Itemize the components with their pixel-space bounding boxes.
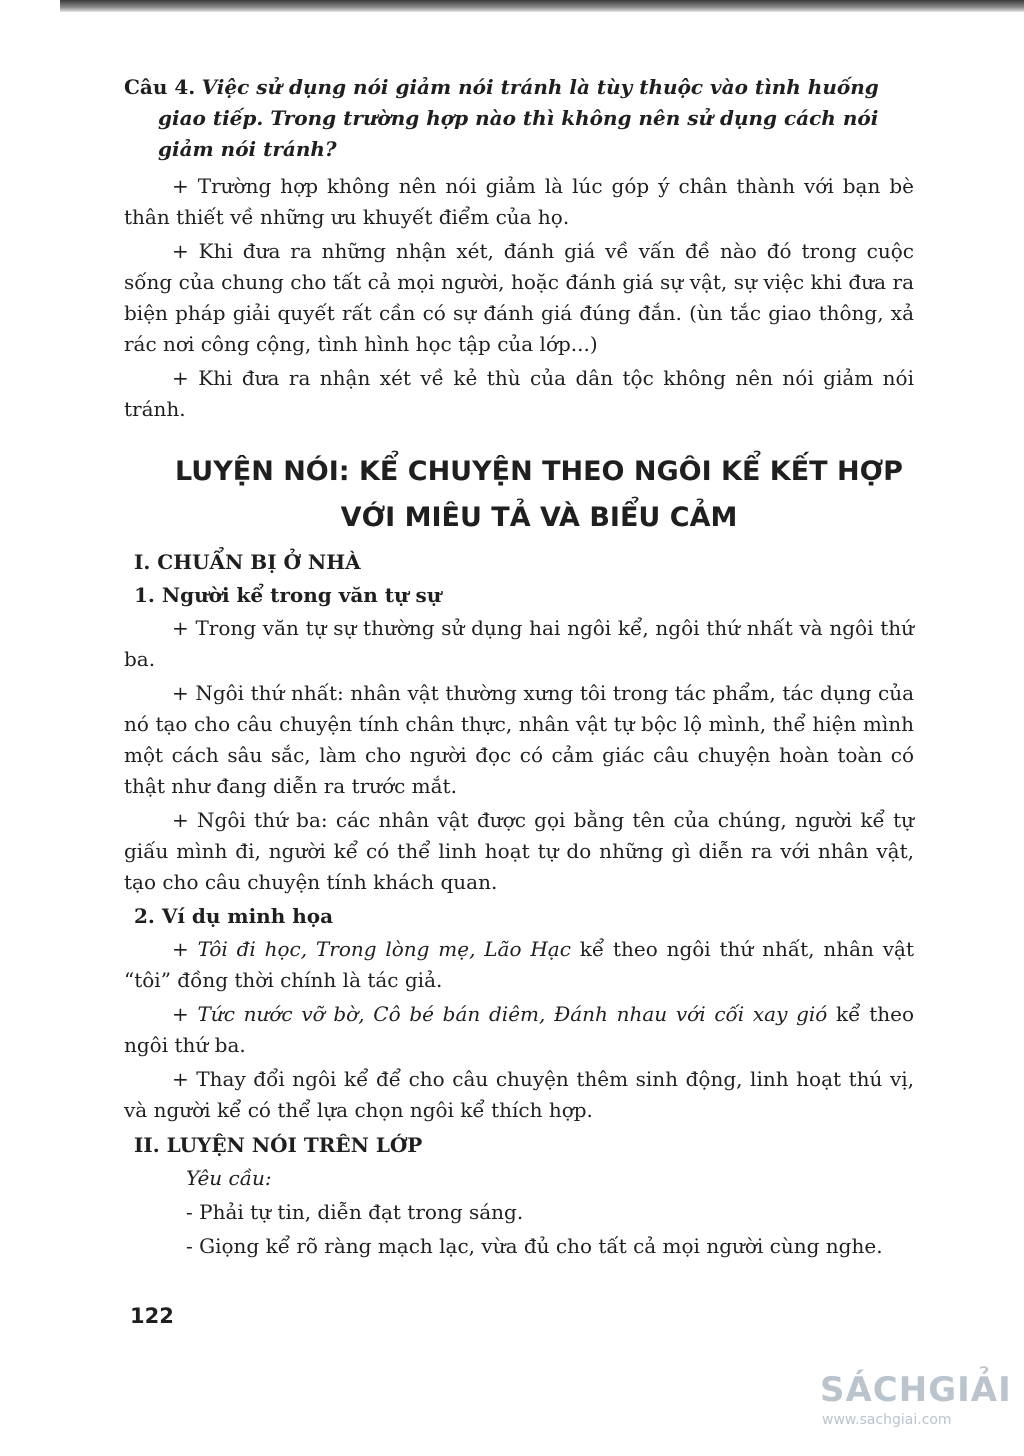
example-item-2 bbox=[124, 999, 914, 1061]
part-2-heading: II. LUYỆN NÓI TRÊN LỚP bbox=[134, 1133, 423, 1157]
section-title-line-1: LUYỆN NÓI: KỂ CHUYỆN THEO NGÔI KỂ KẾT HỢP bbox=[175, 456, 903, 487]
example-1-rest: kể theo ngôi thứ nhất, nhân vật “tôi” đồng thời chính là tác giả. bbox=[124, 937, 914, 992]
page-number: 122 bbox=[130, 1304, 174, 1328]
example-2-rest: kể theo ngôi thứ ba. bbox=[124, 1002, 914, 1057]
example-1-titles: Tôi đi học, Trong lòng mẹ, Lão Hạc bbox=[197, 937, 571, 961]
section-title bbox=[124, 449, 914, 541]
watermark bbox=[820, 1370, 1020, 1450]
example-1-prefix: + bbox=[172, 937, 198, 961]
example-item-3: + Thay đổi ngôi kể để cho câu chuyện thêm sinh động, linh hoạt thú vị, và người kể có thể lựa chọn ngôi kể thích hợp. bbox=[124, 1067, 914, 1122]
page-content bbox=[124, 72, 914, 1265]
part-1-heading: I. CHUẨN BỊ Ở NHÀ bbox=[134, 550, 361, 574]
narrator-item-1: + Trong văn tự sự thường sử dụng hai ngôi kể, ngôi thứ nhất và ngôi thứ ba. bbox=[124, 616, 914, 671]
section-title-line-2: VỚI MIÊU TẢ VÀ BIỂU CẢM bbox=[340, 502, 738, 533]
scan-top-edge bbox=[60, 0, 1024, 12]
question-text: Việc sử dụng nói giảm nói tránh là tùy thuộc vào tình huống giao tiếp. Trong trường hợp nào thì không nên sử dụng cách nói giảm nói tránh? bbox=[158, 75, 879, 161]
requirement-2: - Giọng kể rõ ràng mạch lạc, vừa đủ cho tất cả mọi người cùng nghe. bbox=[186, 1234, 883, 1258]
narrator-item-3: + Ngôi thứ ba: các nhân vật được gọi bằng tên của chúng, người kể tự giấu mình đi, người kể có thể linh hoạt tự do những gì diễn ra với nhân vật, tạo cho câu chuyện tính khách quan. bbox=[124, 808, 914, 894]
answer-1: + Trường hợp không nên nói giảm là lúc góp ý chân thành với bạn bè thân thiết về những ưu khuyết điểm của họ. bbox=[124, 174, 914, 229]
example-2-prefix: + bbox=[172, 1002, 198, 1026]
watermark-brand: SÁCHGIẢI bbox=[820, 1370, 1012, 1410]
requirement-1: - Phải tự tin, diễn đạt trong sáng. bbox=[186, 1200, 524, 1224]
sub-1-heading: 1. Người kể trong văn tự sự bbox=[134, 583, 442, 607]
question-label: Câu 4. bbox=[124, 75, 196, 99]
answer-2: + Khi đưa ra những nhận xét, đánh giá về vấn đề nào đó trong cuộc sống của chung cho tất cả mọi người, hoặc đánh giá sự vật, sự việc khi đưa ra biện pháp giải quyết rất cần có sự đánh giá đúng đắn. (ùn tắc giao thông, xả rác nơi công cộng, tình hình học tập của lớp...) bbox=[124, 239, 914, 356]
example-item-1 bbox=[124, 934, 914, 996]
sub-2-heading: 2. Ví dụ minh họa bbox=[134, 904, 334, 928]
answer-3: + Khi đưa ra nhận xét về kẻ thù của dân tộc không nên nói giảm nói tránh. bbox=[124, 366, 914, 421]
question-4 bbox=[124, 72, 914, 165]
example-2-titles: Tức nước vỡ bờ, Cô bé bán diêm, Đánh nhau với cối xay gió bbox=[197, 1002, 828, 1026]
watermark-url: www.sachgiai.com bbox=[822, 1412, 952, 1428]
narrator-item-2: + Ngôi thứ nhất: nhân vật thường xưng tôi trong tác phẩm, tác dụng của nó tạo cho câu chuyện tính chân thực, nhân vật tự bộc lộ mình, thể hiện mình một cách sâu sắc, làm cho người đọc có cảm giác câu chuyện hoàn toàn có thật như đang diễn ra trước mắt. bbox=[124, 681, 914, 798]
requirements-label: Yêu cầu: bbox=[186, 1166, 272, 1190]
